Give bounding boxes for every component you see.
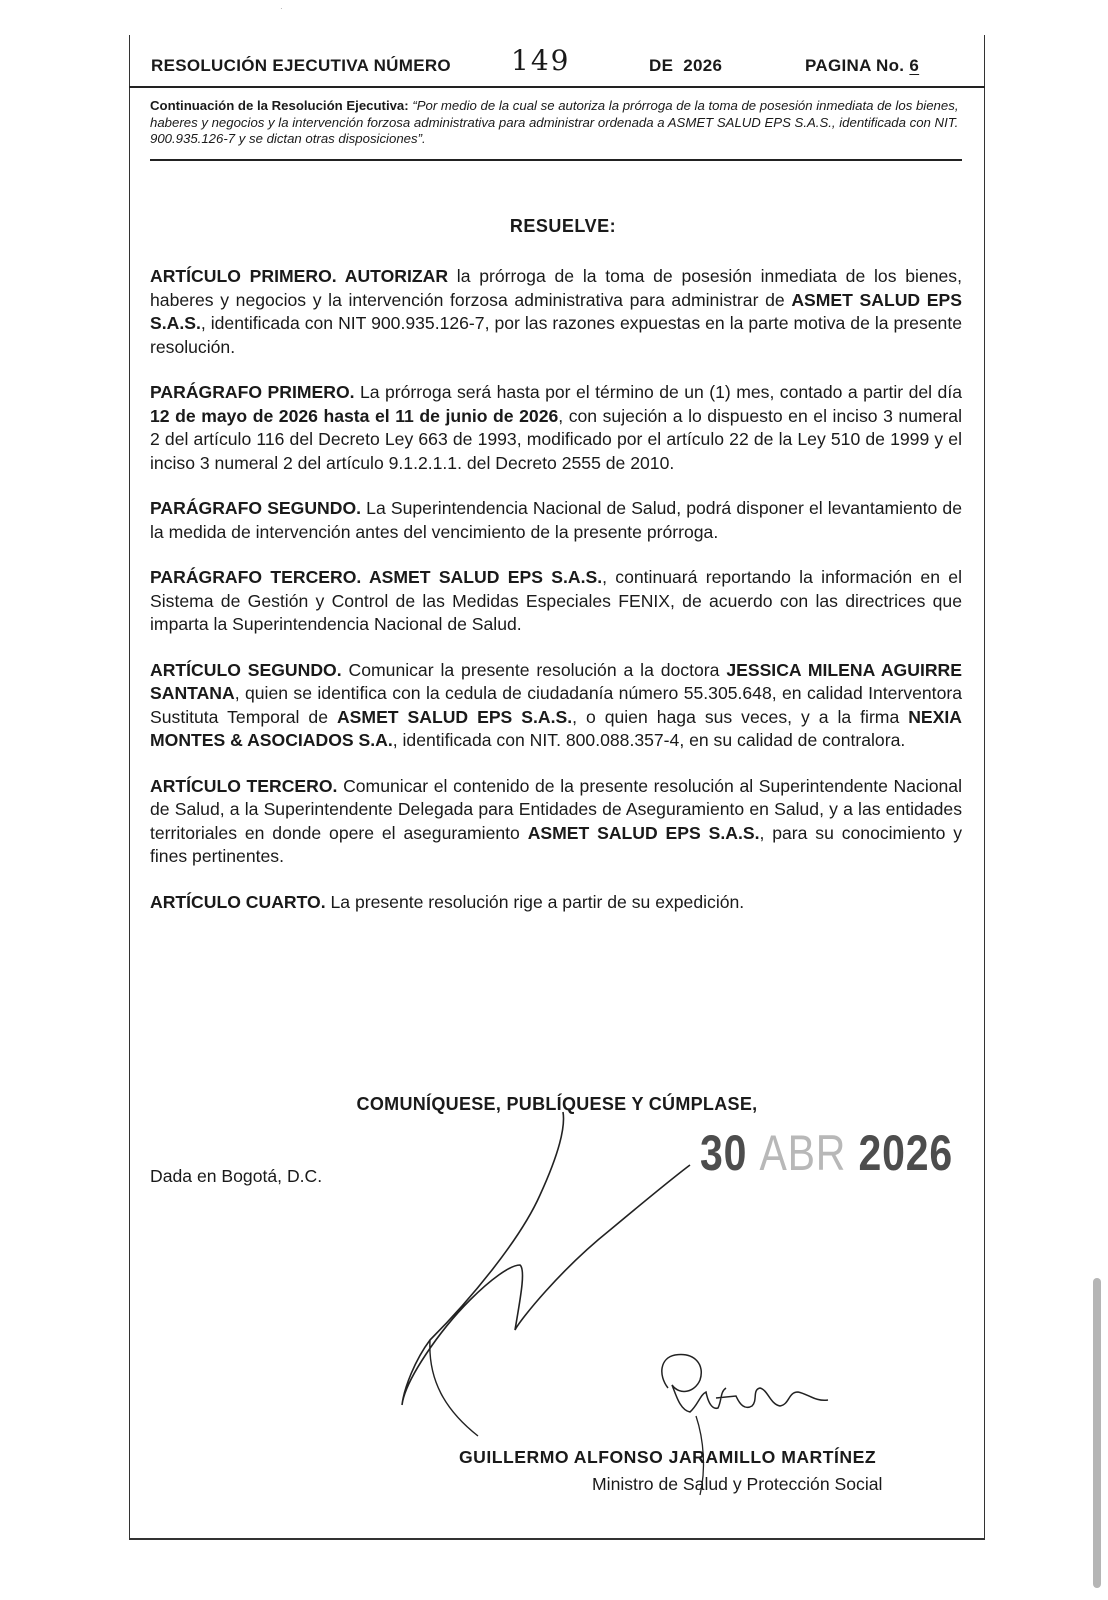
closing-formula: COMUNÍQUESE, PUBLÍQUESE Y CÚMPLASE,	[356, 1094, 758, 1114]
scan-speck: ·	[280, 4, 283, 13]
article-segundo: ARTÍCULO SEGUNDO. Comunicar la presente resolución a la doctora JESSICA MILENA AGUIRRE SANTANA, quien se identifica con la cedula de ciudadanía número 55.305.648, en calidad Interventora Sustituta Temporal de ASMET SALUD EPS S.A.S., o quien haga sus veces, y a la firma NEXIA MONTES & ASOCIADOS S.A., identificada con NIT. 800.088.357-4, en su calidad de contralora.	[150, 659, 962, 750]
article-cuarto: ARTÍCULO CUARTO. La presente resolución rige a partir de su expedición.	[150, 891, 745, 912]
continuation-text: “Por medio de la cual se autoriza la prórroga de la toma de posesión inmediata de los bienes, haberes y negocios y la intervención forzosa administrativa para administrar ordenada a ASMET SALUD EPS S.A.S., identificada con NIT. 900.935.126-7 y se dictan otras disposiciones”.	[150, 98, 959, 146]
resuelve-heading: RESUELVE:	[509, 216, 617, 236]
document-body	[150, 265, 962, 936]
article-primero: ARTÍCULO PRIMERO. AUTORIZAR la prórroga de la toma de posesión inmediata de los bienes, haberes y negocios y la intervención forzosa administrativa para administrar de ASMET SALUD EPS S.A.S., identificada con NIT 900.935.126-7, por las razones expuestas en la parte motiva de la presente resolución.	[150, 266, 962, 357]
paragrafo-primero: PARÁGRAFO PRIMERO. La prórroga será hasta por el término de un (1) mes, contado a partir del día 12 de mayo de 2026 hasta el 11 de junio de 2026, con sujeción a lo dispuesto en el inciso 3 numeral 2 del artículo 116 del Decreto Ley 663 de 1993, modificado por el artículo 22 de la Ley 510 de 1999 y el inciso 3 numeral 2 del artículo 9.1.2.1.1. del Decreto 2555 de 2010.	[150, 382, 963, 473]
document-header	[129, 44, 985, 88]
page-indicator: PAGINA No. 6	[805, 56, 920, 75]
continuation-label: Continuación de la Resolución Ejecutiva:	[150, 98, 409, 113]
resolution-year: DE 2026	[649, 56, 723, 75]
continuation-note	[150, 98, 962, 148]
resolution-number: 149	[511, 44, 571, 77]
continuation-divider	[150, 159, 962, 161]
signer-name: GUILLERMO ALFONSO JARAMILLO MARTÍNEZ	[459, 1447, 877, 1467]
article-tercero: ARTÍCULO TERCERO. Comunicar el contenido de la presente resolución al Superintendente Nacional de Salud, a la Superintendente Delegada para Entidades de Aseguramiento en Salud, y a las entidades territoriales en donde opere el aseguramiento ASMET SALUD EPS S.A.S., para su conocimiento y fines pertinentes.	[150, 775, 963, 866]
scrollbar-thumb[interactable]	[1093, 1278, 1101, 1588]
page-number: 6	[909, 56, 920, 75]
paragrafo-segundo: PARÁGRAFO SEGUNDO. La Superintendencia Nacional de Salud, podrá disponer el levantamiento de la medida de intervención antes del vencimiento de la presente prórroga.	[150, 498, 962, 542]
signer-role: Ministro de Salud y Protección Social	[592, 1474, 883, 1494]
place-of-issue: Dada en Bogotá, D.C.	[150, 1166, 323, 1186]
resolution-title: RESOLUCIÓN EJECUTIVA NÚMERO	[151, 56, 451, 75]
paragrafo-tercero: PARÁGRAFO TERCERO. ASMET SALUD EPS S.A.S., continuará reportando la información en el Sistema de Gestión y Control de las Medidas Especiales FENIX, de acuerdo con las directrices que imparta la Superintendencia Nacional de Salud.	[150, 567, 962, 634]
date-stamp: 30 ABR 2026	[700, 1125, 953, 1181]
